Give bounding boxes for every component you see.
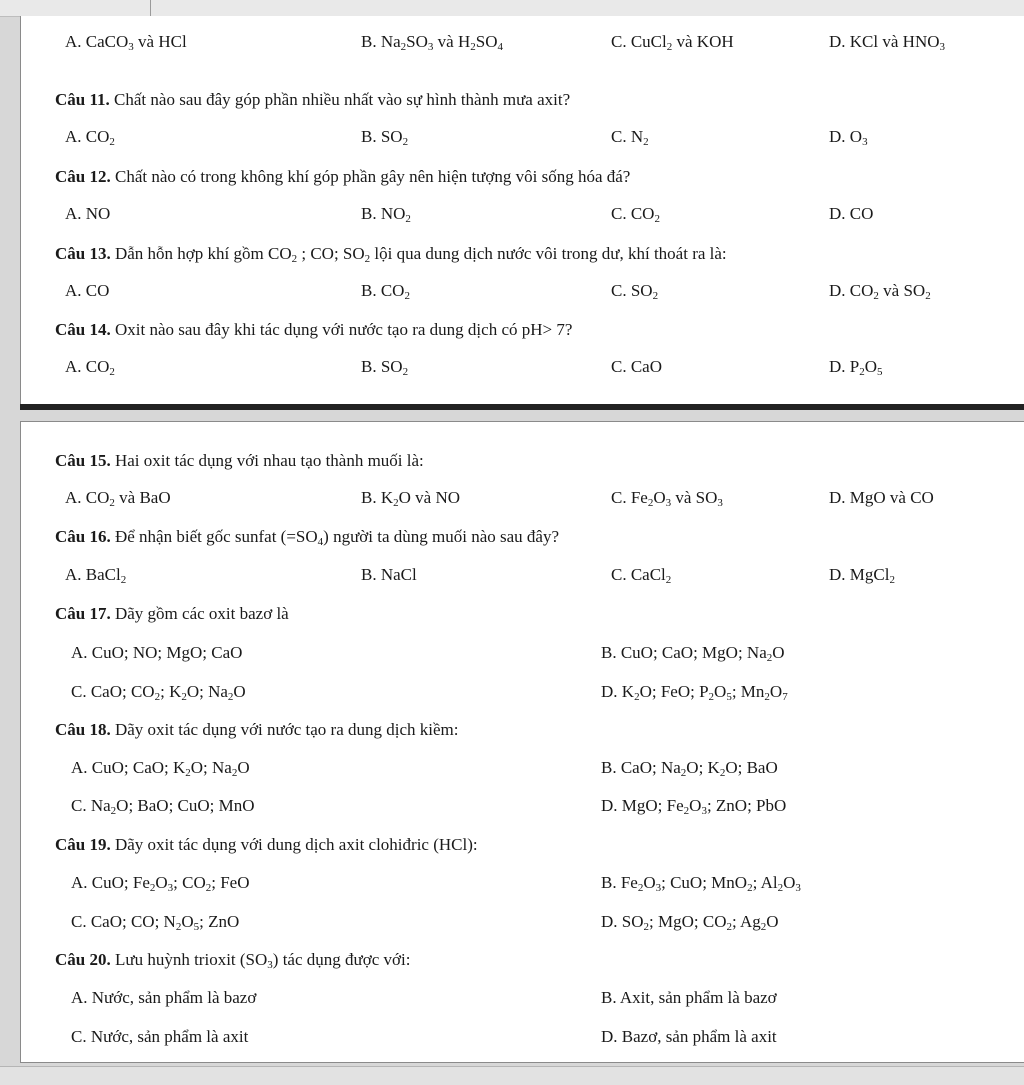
answer-option-c: C. CaCl$_2$ xyxy=(611,565,672,586)
answer-option-d: D. MgO; $Fe_2O_3$; ZnO; PbO xyxy=(601,796,787,817)
answer-option-d: D. $SO_2$; MgO; $CO_2$; $Ag_2O$ xyxy=(601,912,779,933)
answer-option-d: D. MgO và CO xyxy=(829,488,934,507)
question-number: Câu 14. xyxy=(55,320,111,339)
answer-option-a: A. $CO_2$ và BaO xyxy=(65,488,171,509)
ruler-tick xyxy=(150,0,151,16)
question-text: Câu 16. Để nhận biết gốc sunfat $(=SO_4)$ người ta dùng muối nào sau đây? xyxy=(55,527,560,548)
answer-option-b: B. $SO_2$ xyxy=(361,127,409,148)
answer-option-a: A. BaCl$_2$ xyxy=(65,565,127,586)
question-number: Câu 19. xyxy=(55,835,111,854)
answer-option-a: A. CuO; CaO; $K_2O$; $Na_2O$ xyxy=(71,758,250,779)
answer-option-a: A. $CO_2$ xyxy=(65,357,115,378)
question-text: Câu 15. Hai oxit tác dụng với nhau tạo thành muối là: xyxy=(55,451,424,470)
answer-option-a: A. CuO; $Fe_2O_3$; $CO_2$; FeO xyxy=(71,873,250,894)
question-number: Câu 15. xyxy=(55,451,111,470)
answer-option-d: D. $K_2O$; FeO; $P_2O_5$; $Mn_2O_7$ xyxy=(601,682,788,703)
answer-option-a: A. CaCO$_3$ và HCl xyxy=(65,32,187,53)
answer-option-b: B. $NO_2$ xyxy=(361,204,411,225)
answer-option-d: D. $P_2O_5$ xyxy=(829,357,883,378)
answer-option-c: C. CaO xyxy=(611,357,662,376)
question-text: Câu 11. Chất nào sau đây góp phần nhiều nhất vào sự hình thành mưa axit? xyxy=(55,90,571,109)
answer-option-a: A. CO xyxy=(65,281,110,300)
document-page-2 xyxy=(20,421,1024,1063)
question-number: Câu 12. xyxy=(55,167,111,186)
answer-option-a: A. CuO; NO; MgO; CaO xyxy=(71,643,243,662)
question-text: Câu 17. Dãy gồm các oxit bazơ là xyxy=(55,604,289,623)
question-number: Câu 18. xyxy=(55,720,111,739)
answer-option-c: C. $Fe_2O_3$ và $SO_3$ xyxy=(611,488,723,509)
answer-option-b: B. $SO_2$ xyxy=(361,357,409,378)
top-ruler xyxy=(0,0,1024,17)
answer-option-c: C. CaO; $CO_2$; $K_2O$; $Na_2O$ xyxy=(71,682,246,703)
answer-option-b: B. $CO_2$ xyxy=(361,281,410,302)
question-number: Câu 11. xyxy=(55,90,110,109)
answer-option-c: C. CuCl$_2$ và KOH xyxy=(611,32,734,53)
answer-option-b: B. $Fe_2O_3$; CuO; MnO$_2$; $Al_2O_3$ xyxy=(601,873,801,894)
answer-option-b: B. NaCl xyxy=(361,565,417,584)
answer-option-a: A. Nước, sản phẩm là bazơ xyxy=(71,988,257,1007)
question-number: Câu 16. xyxy=(55,527,111,546)
answer-option-d: D. KCl và $HNO_3$ xyxy=(829,32,945,53)
answer-option-d: D. $CO_2$ và $SO_2$ xyxy=(829,281,931,302)
question-number: Câu 17. xyxy=(55,604,111,623)
question-text: Câu 13. Dẫn hỗn hợp khí gồm $CO_2$ ; CO; $SO_2$ lội qua dung dịch nước vôi trong dư, khí thoát ra là: xyxy=(55,244,727,265)
answer-option-d: D. Bazơ, sản phẩm là axit xyxy=(601,1027,777,1046)
answer-option-a: A. $CO_2$ xyxy=(65,127,115,148)
answer-option-c: C. CaO; CO; $N_2O_5$; ZnO xyxy=(71,912,240,933)
question-number: Câu 13. xyxy=(55,244,111,263)
answer-option-c: C. Nước, sản phẩm là axit xyxy=(71,1027,249,1046)
answer-option-c: C. $Na_2O$; BaO; CuO; MnO xyxy=(71,796,255,817)
bottom-status-bar xyxy=(0,1066,1024,1085)
answer-option-b: B. CuO; CaO; MgO; $Na_2O$ xyxy=(601,643,785,664)
answer-option-b: B. Axit, sản phẩm là bazơ xyxy=(601,988,777,1007)
question-text: Câu 19. Dãy oxit tác dụng với dung dịch axit clohiđric (HCl): xyxy=(55,835,478,854)
answer-option-c: C. $SO_2$ xyxy=(611,281,659,302)
answer-option-c: C. $N_2$ xyxy=(611,127,649,148)
answer-option-c: C. $CO_2$ xyxy=(611,204,660,225)
answer-option-b: B. $K_2O$ và NO xyxy=(361,488,461,509)
answer-option-d: D. $O_3$ xyxy=(829,127,868,148)
answer-option-a: A. NO xyxy=(65,204,111,223)
answer-option-b: B. $Na_2SO_3$ và $H_2SO_4$ xyxy=(361,32,503,53)
answer-option-b: B. CaO; $Na_2O$; $K_2O$; BaO xyxy=(601,758,778,779)
document-page-1 xyxy=(20,16,1024,405)
page-separator xyxy=(20,404,1024,410)
question-text: Câu 14. Oxit nào sau đây khi tác dụng với nước tạo ra dung dịch có pH> 7? xyxy=(55,320,573,339)
question-text: Câu 12. Chất nào có trong không khí góp phần gây nên hiện tượng vôi sống hóa đá? xyxy=(55,167,631,186)
question-text: Câu 20. Lưu huỳnh trioxit $(SO_3)$ tác dụng được với: xyxy=(55,950,411,971)
question-text: Câu 18. Dãy oxit tác dụng với nước tạo ra dung dịch kiềm: xyxy=(55,720,459,739)
answer-option-d: D. CO xyxy=(829,204,874,223)
answer-option-d: D. MgCl$_2$ xyxy=(829,565,895,586)
question-number: Câu 20. xyxy=(55,950,111,969)
